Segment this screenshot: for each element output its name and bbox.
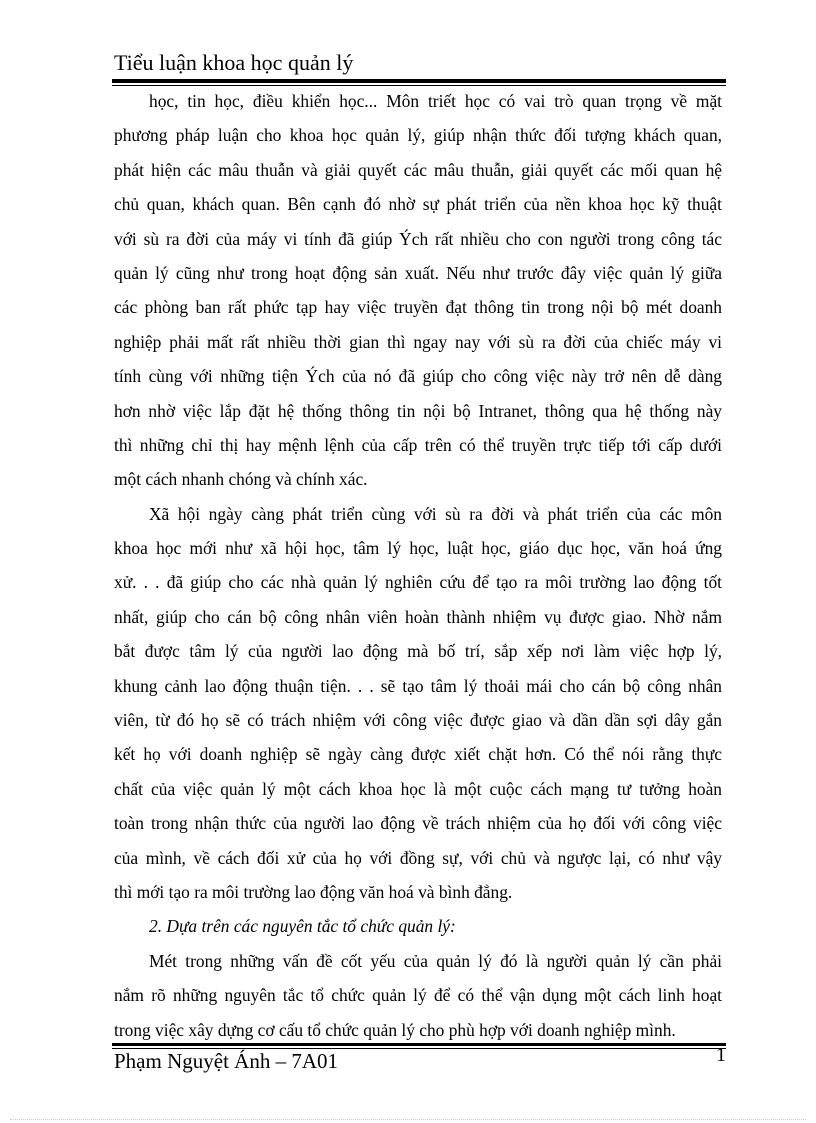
text-line: viên, từ đó họ sẽ có trách nhiệm với công việc được giao và dần dần sợi dây gắn bbox=[114, 710, 722, 731]
document-body bbox=[114, 84, 722, 1047]
footer-author: Phạm Nguyệt Ánh – 7A01 bbox=[114, 1049, 338, 1073]
text-line: một cách nhanh chóng và chính xác. bbox=[114, 469, 368, 490]
text-line: khung cảnh lao động thuận tiện. . . sẽ tạo tâm lý thoải mái cho cán bộ công nhân bbox=[114, 675, 722, 696]
section-heading: 2. Dựa trên các nguyên tắc tổ chức quản lý: bbox=[149, 916, 456, 937]
text-line: nhất, giúp cho cán bộ công nhân viên hoàn thành nhiệm vụ được giao. Nhờ nắm bbox=[114, 606, 722, 627]
text-line: trong việc xây dựng cơ cấu tổ chức quản lý cho phù hợp với doanh nghiệp mình. bbox=[114, 1019, 676, 1040]
text-line: thì mới tạo ra môi trường lao động văn hoá và bình đẳng. bbox=[114, 881, 513, 902]
text-line: bắt được tâm lý của người lao động mà bố trí, sắp xếp nơi làm việc hợp lý, bbox=[114, 641, 722, 662]
text-line: xử. . . đã giúp cho các nhà quản lý nghiên cứu để tạo ra môi trường lao động tốt bbox=[114, 572, 722, 593]
text-line: nắm rõ những nguyên tắc tổ chức quản lý để có thể vận dụng một cách linh hoạt bbox=[114, 985, 722, 1006]
page-edge-dotted-line bbox=[10, 1119, 806, 1120]
text-line: các phòng ban rất phức tạp hay việc truyền đạt thông tin trong nội bộ mét doanh bbox=[114, 297, 722, 318]
text-line: phát hiện các mâu thuẫn và giải quyết các mâu thuẫn, giải quyết các mối quan hệ bbox=[114, 159, 722, 180]
text-line: Mét trong những vấn đề cốt yếu của quản lý đó là người quản lý cần phải bbox=[149, 950, 722, 971]
text-line: kết họ với doanh nghiệp sẽ ngày càng được xiết chặt hơn. Có thể nói rằng thực bbox=[114, 744, 722, 765]
text-line: tính cùng với những tiện Ých của nó đã giúp cho công việc này trở nên dễ dàng bbox=[114, 366, 722, 387]
text-line: với sù ra đời của máy vi tính đã giúp Ých rất nhiều cho con người trong công tác bbox=[114, 228, 722, 249]
text-line: nghiệp phải mất rất nhiều thời gian thì ngay nay với sù ra đời của chiếc máy vi bbox=[114, 331, 722, 352]
text-line: toàn trong nhận thức của người lao động về trách nhiệm của họ đối với công việc bbox=[114, 813, 722, 834]
text-line: khoa học mới như xã hội học, tâm lý học, luật học, giáo dục học, văn hoá ứng bbox=[114, 538, 722, 559]
page-header-title: Tiểu luận khoa học quản lý bbox=[114, 50, 354, 75]
page-number: 1 bbox=[716, 1044, 726, 1066]
text-line: phương pháp luận cho khoa học quản lý, giúp nhận thức đối tượng khách quan, bbox=[114, 125, 722, 146]
text-line: chủ quan, khách quan. Bên cạnh đó nhờ sự phát triển của nền khoa học kỹ thuật bbox=[114, 194, 722, 215]
text-line: học, tin học, điều khiển học... Môn triết học có vai trò quan trọng về mặt bbox=[149, 91, 722, 111]
text-line: của mình, về cách đối xử của họ với đồng sự, với chủ và ngược lại, có như vậy bbox=[114, 847, 722, 868]
header-rule-thick bbox=[112, 79, 726, 83]
text-line: Xã hội ngày càng phát triển cùng với sù ra đời và phát triển của các môn bbox=[149, 503, 722, 524]
text-line: thì những chỉ thị hay mệnh lệnh của cấp trên có thể truyền trực tiếp tới cấp dưới bbox=[114, 434, 722, 455]
text-line: chất của việc quản lý một cách khoa học là một cuộc cách mạng tư tưởng hoàn bbox=[114, 778, 722, 799]
text-line: hơn nhờ việc lắp đặt hệ thống thông tin nội bộ Intranet, thông qua hệ thống này bbox=[114, 400, 722, 421]
text-line: quản lý cũng như trong hoạt động sản xuất. Nếu như trước đây việc quản lý giữa bbox=[114, 262, 722, 283]
footer-rule-thick bbox=[112, 1043, 726, 1046]
